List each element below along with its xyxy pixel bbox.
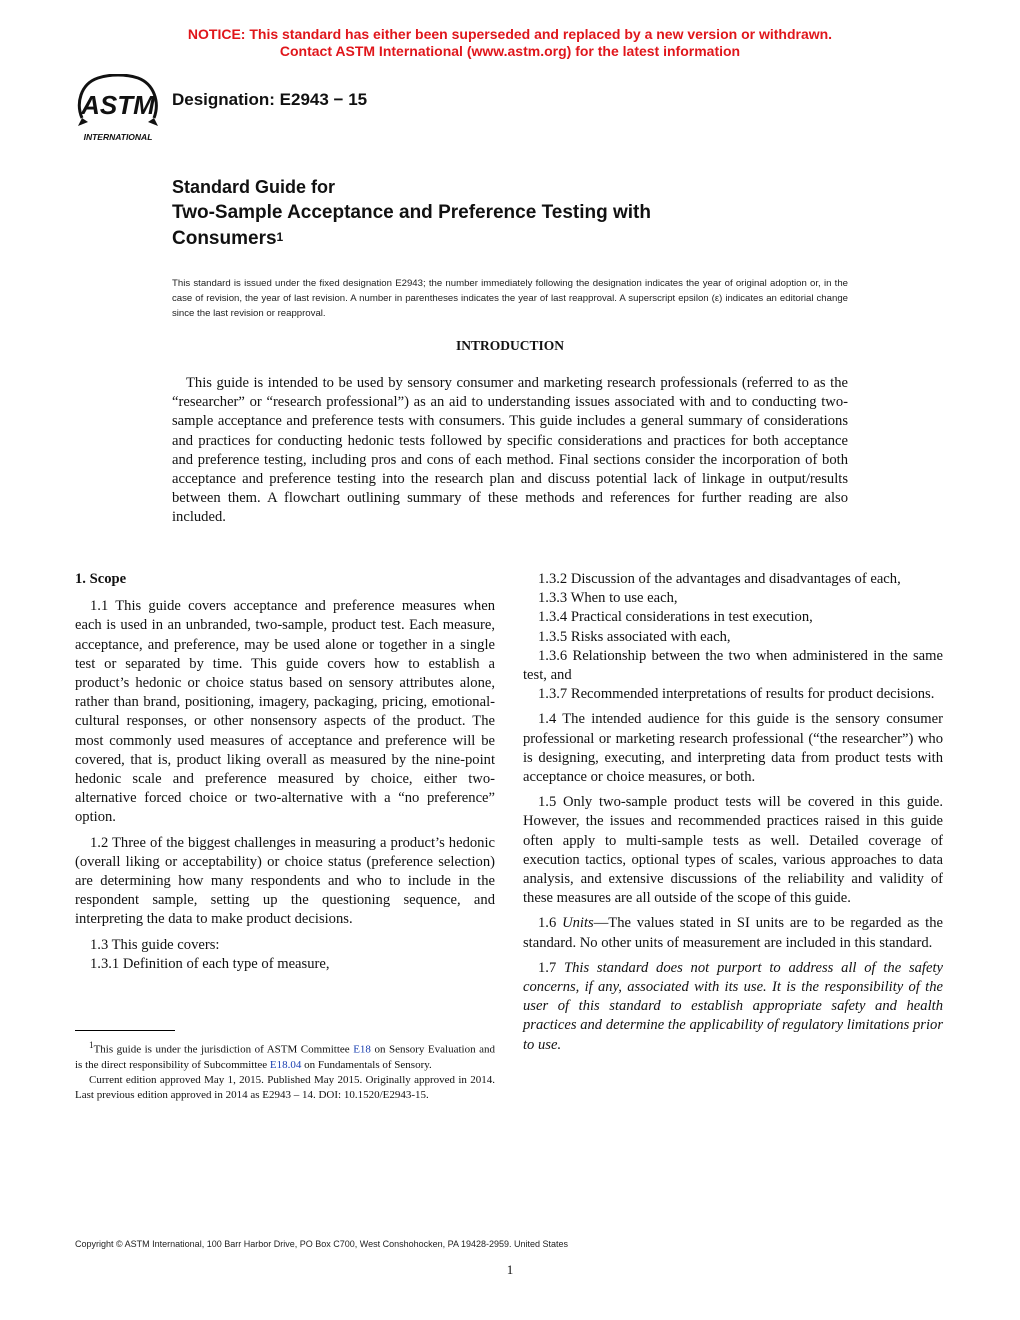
section-1-1: 1.1 This guide covers acceptance and preference measures when each is used in an unbranded, two-sample, product test. Each measure, acceptance, and preference, may be used alone or together in a single test or separated by time. This guide covers how to establish a product’s hedonic or choice status based on sensory attributes alone, rather than brand, positioning, imagery, packaging, pricing, emotional-cultural responses, or other nonsensory aspects of the product. The most commonly used measures of acceptance and preference will be covered, that is, product liking overall as measured by the nine-point hedonic scale and preference measured by choice, either two-alternative forced choice or two-alternative with a “no preference” option. bbox=[75, 598, 495, 826]
section-1-6-text: —The values stated in SI units are to be regarded as the standard. No other units of measurement are included in this standard. bbox=[523, 915, 943, 951]
title-line-1: Standard Guide for bbox=[172, 177, 336, 197]
section-1-2: 1.2 Three of the biggest challenges in measuring a product’s hedonic (overall liking or acceptability) or choice status (preference selection) are determining how many respondents and who to include in the respondent sample, setting up the questioning sequence, and interpreting the data to make product decisions. bbox=[75, 834, 495, 928]
footnote-1-text-a: This guide is under the jurisdiction of ASTM Committee bbox=[93, 1043, 354, 1056]
notice-line-2: Contact ASTM International (www.astm.org) for the latest information bbox=[279, 43, 741, 59]
scope-heading: 1. Scope bbox=[75, 571, 127, 587]
footnotes bbox=[75, 1038, 495, 1103]
notice-line-1: NOTICE: This standard has either been superseded and replaced by a new version or withdrawn. bbox=[187, 26, 833, 42]
section-1-3-1: 1.3.1 Definition of each type of measure, bbox=[90, 955, 330, 972]
introduction-heading: INTRODUCTION bbox=[455, 338, 564, 353]
section-1-3-6: 1.3.6 Relationship between the two when administered in the same test, and bbox=[523, 647, 943, 684]
section-1-7-text: This standard does not purport to address all of the safety concerns, if any, associated with its use. It is the responsibility of the user of this standard to establish appropriate safety and health practices and determine the applicability of regulatory limitations prior to use. bbox=[523, 959, 943, 1053]
section-1-4: 1.4 The intended audience for this guide is the sensory consumer professional or marketing research professional (“the researcher”) who is designing, executing, and interpreting data from product tests with acceptance or choice measures, or both. bbox=[523, 711, 943, 786]
title-footnote-mark: 1 bbox=[276, 230, 284, 244]
footnote-1-text-b: on Sensory Evaluation and is the direct responsibility of Subcommittee bbox=[75, 1043, 495, 1071]
footnote-2: Current edition approved May 1, 2015. Published May 2015. Originally approved in 2014. Last previous edition approved in 2014 as E2943 – 14. DOI: 10.1520/E2943-15. bbox=[75, 1073, 495, 1101]
section-1-6-number: 1.6 bbox=[538, 915, 557, 932]
footnote-1-mark: 1 bbox=[89, 1040, 94, 1050]
logo-letters: ASTM bbox=[81, 90, 155, 120]
subcommittee-link-e18-04[interactable]: E18.04 bbox=[269, 1058, 302, 1071]
section-1-3-4: 1.3.4 Practical considerations in test execution, bbox=[538, 609, 813, 626]
title-line-3-text: Consumers bbox=[172, 228, 277, 249]
section-1-6 bbox=[523, 914, 943, 952]
page-number: 1 bbox=[506, 1262, 514, 1277]
withdrawal-notice bbox=[0, 26, 1020, 60]
section-1-7-number: 1.7 bbox=[538, 959, 557, 976]
section-1-3-3: 1.3.3 When to use each, bbox=[538, 590, 678, 607]
right-column bbox=[523, 570, 943, 1061]
committee-link-e18[interactable]: E18 bbox=[353, 1043, 371, 1056]
issued-statement: This standard is issued under the fixed designation E2943; the number immediately following the designation indicates the year of original adoption or, in the case of revision, the year of last revision. A number in parentheses indicates the year of last reapproval. A superscript epsilon (ε) indicates an editorial change since the last revision or reapproval. bbox=[172, 278, 848, 319]
left-column bbox=[75, 570, 495, 974]
document-title bbox=[172, 174, 651, 252]
section-1-3: 1.3 This guide covers: bbox=[90, 936, 220, 953]
section-1-7 bbox=[523, 959, 943, 1055]
footnote-1-text-c: on Fundamentals of Sensory. bbox=[301, 1058, 432, 1071]
introduction-text: This guide is intended to be used by sensory consumer and marketing research professionals (referred to as the “researcher” or “research professional”) as an aid to understanding issues associated with and to conducting two-sample acceptance and preference tests with consumers. This guide includes a general summary of considerations and practices for conducting hedonic tests followed by specific considerations and practices for both acceptance and preference testing, including pros and cons of each method. Final sections consider the incorporation of both acceptance and preference testing into the research plan and discuss potential lack of linkage in output/results between them. A flowchart outlining summary of these methods and references for further reading are also included. bbox=[172, 375, 848, 526]
section-1-3-5: 1.3.5 Risks associated with each, bbox=[538, 628, 731, 645]
title-line-3 bbox=[172, 226, 651, 252]
logo-caption: INTERNATIONAL bbox=[83, 132, 153, 142]
title-line-2: Two-Sample Acceptance and Preference Testing with bbox=[172, 202, 651, 223]
section-1-3-2: 1.3.2 Discussion of the advantages and disadvantages of each, bbox=[538, 571, 901, 587]
copyright-line: Copyright © ASTM International, 100 Barr Harbor Drive, PO Box C700, West Conshohocken, PA 19428-2959. United States bbox=[75, 1239, 569, 1249]
designation: Designation: E2943 − 15 bbox=[172, 90, 368, 109]
footnote-1 bbox=[75, 1038, 495, 1073]
astm-logo bbox=[74, 74, 162, 144]
footnote-rule bbox=[75, 1030, 175, 1031]
section-1-5: 1.5 Only two-sample product tests will be covered in this guide. However, the issues and recommended practices raised in this guide often apply to multi-sample tests as well. Detailed coverage of execution tactics, optional types of scales, various approaches to data analysis, and extensive discussions of the reliability and validity of these measures are all outside of the scope of this guide. bbox=[523, 794, 943, 907]
section-1-3-7: 1.3.7 Recommended interpretations of results for product decisions. bbox=[538, 686, 935, 703]
section-1-6-term: Units bbox=[562, 915, 594, 932]
